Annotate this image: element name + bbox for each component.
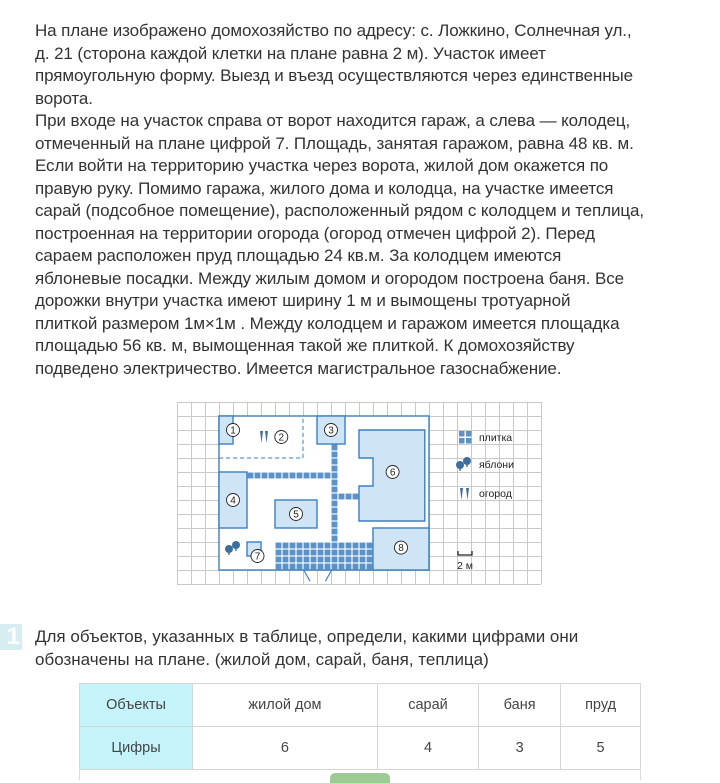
tile: [325, 473, 331, 479]
tile: [283, 557, 289, 563]
tile: [311, 550, 317, 556]
tile: [332, 445, 338, 451]
text-line: На плане изображено домохозяйство по адресу: с. Ложкино, Солнечная ул.,: [35, 21, 632, 40]
tile: [283, 564, 289, 570]
tile: [255, 473, 261, 479]
tile: [346, 543, 352, 549]
check-button[interactable]: [330, 773, 390, 783]
tile: [290, 543, 296, 549]
table-cell[interactable]: 3: [479, 727, 561, 770]
tile: [297, 557, 303, 563]
tile: [353, 543, 359, 549]
text-line: ворота.: [35, 88, 93, 108]
tile: [311, 473, 317, 479]
tile: [283, 550, 289, 556]
tile: [367, 564, 373, 570]
tile: [276, 564, 282, 570]
table-row: [80, 684, 641, 727]
tile: [367, 557, 373, 563]
scale-bar: [458, 551, 472, 555]
tile: [311, 564, 317, 570]
tile: [360, 564, 366, 570]
tile: [304, 543, 310, 549]
tile: [339, 557, 345, 563]
text-line: подведено электричество. Имеется магистральное газоснабжение.: [35, 358, 562, 378]
tile: [332, 515, 338, 521]
text-line: Если войти на территорию участка через ворота, жилой дом окажется по: [35, 156, 609, 175]
tile: [332, 501, 338, 507]
text-line: При входе на участок справа от ворот находится гараж, а слева — колодец,: [35, 111, 631, 130]
tile: [290, 557, 296, 563]
text-line: плиткой размером 1м×1м . Между колодцем и гаражом имеется площадка: [35, 313, 620, 333]
tile: [360, 550, 366, 556]
tile: [297, 543, 303, 549]
apple-tree-icon: [456, 457, 471, 471]
tile: [339, 564, 345, 570]
garden-carrot-icon: [460, 488, 469, 500]
tile: [304, 564, 310, 570]
text-line: яблоневые посадки. Между жилым домом и огородом построена баня. Все: [35, 268, 624, 288]
tile: [346, 564, 352, 570]
tile: [332, 522, 338, 528]
tile: [297, 550, 303, 556]
table-cell: пруд: [561, 684, 641, 727]
tile: [325, 557, 331, 563]
tile: [318, 473, 324, 479]
tile: [360, 543, 366, 549]
tile: [332, 508, 338, 514]
tile: [304, 473, 310, 479]
tile: [339, 543, 345, 549]
tile: [248, 473, 254, 479]
legend-apple-trees: яблони: [479, 459, 514, 471]
tile: [346, 550, 352, 556]
tile: [283, 543, 289, 549]
tile: [304, 557, 310, 563]
tile: [318, 543, 324, 549]
plan-label-7: 7: [254, 551, 261, 563]
tile: [297, 473, 303, 479]
table-cell: жилой дом: [193, 684, 378, 727]
table-cell[interactable]: 4: [377, 727, 478, 770]
tile: [325, 564, 331, 570]
table-cell: баня: [479, 684, 561, 727]
plan-label-5: 5: [293, 509, 299, 521]
text-line: сараем расположен пруд площадью 24 кв.м. За колодцем имеются: [35, 246, 562, 265]
table-cell: сарай: [377, 684, 478, 727]
tile: [304, 550, 310, 556]
tile: [325, 543, 331, 549]
task-question: [35, 625, 578, 671]
tile: [283, 473, 289, 479]
tile: [262, 473, 268, 479]
plan-label-4: 4: [230, 495, 236, 507]
tile: [276, 557, 282, 563]
tile: [332, 452, 338, 458]
problem-text: [35, 20, 644, 380]
tile: [339, 550, 345, 556]
tile: [325, 550, 331, 556]
tile-legend-icon: [459, 431, 472, 444]
table-cell[interactable]: 5: [561, 727, 641, 770]
task-number-badge: 1: [0, 624, 22, 650]
tile: [332, 557, 338, 563]
tile: [353, 550, 359, 556]
tile: [276, 543, 282, 549]
legend-tiles: плитка: [479, 432, 513, 444]
tile: [276, 550, 282, 556]
tile: [346, 557, 352, 563]
tile: [311, 557, 317, 563]
text-line: дорожки внутри участка имеют ширину 1 м и вымощены тротуарной: [35, 291, 571, 310]
tile: [290, 550, 296, 556]
tile: [318, 550, 324, 556]
tile: [353, 494, 359, 500]
tile: [269, 473, 275, 479]
question-line: Для объектов, указанных в таблице, определи, какими цифрами они: [35, 627, 579, 646]
plan-label-2: 2: [278, 432, 285, 444]
household-plan: [177, 402, 543, 586]
text-line: построенная на территории огорода (огород отмечен цифрой 2). Перед: [35, 223, 595, 243]
tile: [346, 494, 352, 500]
tile: [353, 557, 359, 563]
plan-label-6: 6: [389, 467, 396, 479]
tile: [332, 473, 338, 479]
row-header: Цифры: [80, 727, 193, 770]
text-line: прямоугольную форму. Выезд и въезд осуществляются через единственные: [35, 66, 633, 85]
text-line: д. 21 (сторона каждой клетки на плане равна 2 м). Участок имеет: [35, 43, 546, 63]
table-row: [80, 727, 641, 770]
plan-label-1: 1: [230, 425, 236, 437]
row-header: Объекты: [80, 684, 193, 727]
tile: [339, 494, 345, 500]
tile: [332, 466, 338, 472]
tile: [318, 564, 324, 570]
text-line: правую руку. Помимо гаража, жилого дома и колодца, на участке имеется: [35, 178, 614, 198]
tile: [332, 536, 338, 542]
tile: [332, 543, 338, 549]
tile: [332, 487, 338, 493]
tile: [332, 480, 338, 486]
tile: [290, 564, 296, 570]
tile: [318, 557, 324, 563]
tile: [353, 564, 359, 570]
tile: [367, 543, 373, 549]
tile: [367, 550, 373, 556]
legend-garden: огород: [479, 488, 512, 500]
scale-label: 2 м: [457, 560, 473, 572]
tile: [297, 564, 303, 570]
tile: [332, 564, 338, 570]
text-line: площадью 56 кв. м, вымощенная такой же плиткой. К домохозяйству: [35, 336, 575, 355]
tile: [332, 494, 338, 500]
tile: [332, 550, 338, 556]
text-line: отмеченный на плане цифрой 7. Площадь, занятая гаражом, равна 48 кв. м.: [35, 133, 634, 153]
tile: [311, 543, 317, 549]
text-line: сарай (подсобное помещение), расположенный рядом с колодцем и теплица,: [35, 201, 644, 220]
plan-label-8: 8: [398, 543, 404, 555]
tile: [360, 557, 366, 563]
tile: [332, 459, 338, 465]
tile: [332, 529, 338, 535]
question-line: обозначены на плане. (жилой дом, сарай, баня, теплица): [35, 650, 489, 669]
table-cell[interactable]: 6: [193, 727, 378, 770]
tile: [276, 473, 282, 479]
plan-label-3: 3: [328, 425, 334, 437]
tile: [290, 473, 296, 479]
answer-table: [79, 683, 641, 770]
